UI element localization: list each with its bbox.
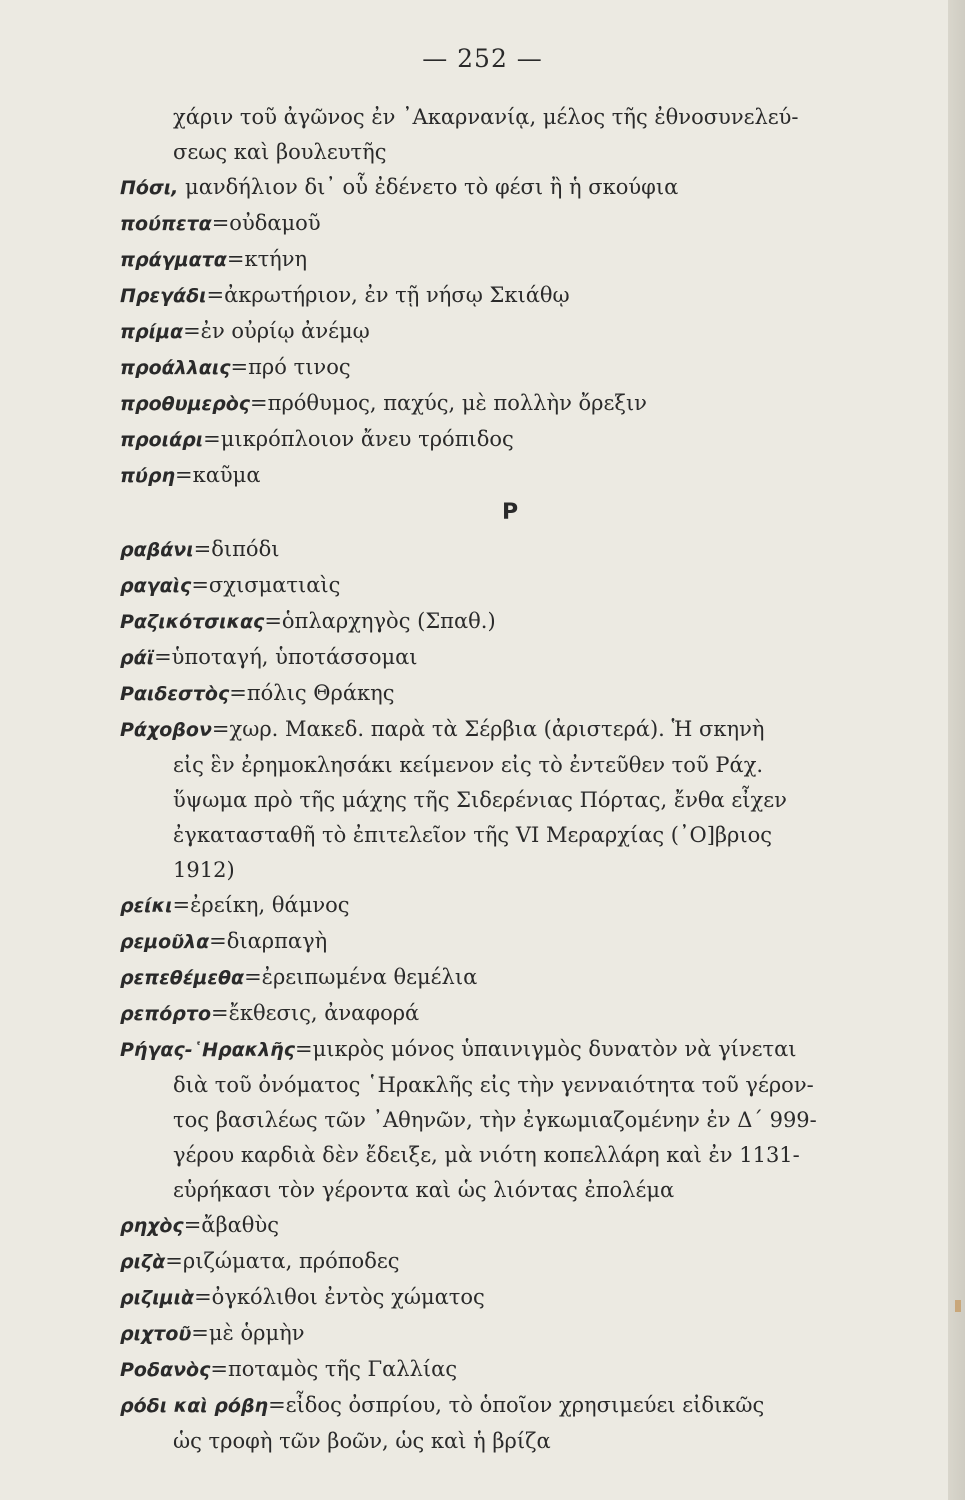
continuation-line: εὑρήκασι τὸν γέροντα καὶ ὡς λιόντας ἐπολέμα xyxy=(173,1178,675,1202)
entry-definition: =χωρ. Μακεδ. παρὰ τὰ Σέρβια (ἀριστερά). Ἡ σκηνὴ xyxy=(211,717,765,741)
continuation-line: ἐγκατασταθῆ τὸ ἐπιτελεῖον τῆς VI Μεραρχίας (᾿Ο]βριος xyxy=(173,823,773,847)
entry-definition: =πόλις Θράκης xyxy=(229,681,395,705)
entry-riza xyxy=(120,1244,880,1280)
continuation-line: γέρου καρδιὰ δὲν ἔδειξε, μὰ νιότη κοπελλάρη καὶ ἐν 1131- xyxy=(173,1143,800,1167)
entry-definition: =μικρόπλοιον ἄνευ τρόπιδος xyxy=(203,427,514,451)
entry-definition: =μὲ ὁρμὴν xyxy=(191,1321,305,1345)
entry-headword: Ρήγας-῾Ηρακλῆς xyxy=(120,1039,295,1061)
entry-definition: =οὐδαμοῦ xyxy=(211,211,321,235)
entry-headword: Ράχοβον xyxy=(120,719,212,741)
entry-definition: =ὀγκόλιθοι ἐντὸς χώματος xyxy=(194,1285,485,1309)
entry-headword: ρεπόρτο xyxy=(120,1003,212,1025)
section-letter: Ρ xyxy=(501,500,519,525)
entry-headword: Ραζικότσικας xyxy=(120,611,265,633)
entry-definition: =καῦμα xyxy=(175,463,261,487)
entry-definition: =μικρὸς μόνος ὑπαινιγμὸς δυνατὸν νὰ γίνεται xyxy=(294,1037,797,1061)
entry-headword: ρόδι καὶ ρόβη xyxy=(120,1395,269,1417)
entry-headword: πύρη xyxy=(120,465,175,487)
entry-headword: ριχτοῦ xyxy=(120,1323,192,1345)
entry-headword: Ροδανὸς xyxy=(120,1359,211,1381)
entry-headword: ριζιμιὰ xyxy=(120,1287,195,1309)
entry-definition: =ὑποταγή, ὑποτάσσομαι xyxy=(154,645,418,669)
entry-definition: =ἐρειπωμένα θεμέλια xyxy=(244,965,478,989)
continuation-line: 1912) xyxy=(173,858,235,882)
entry-prima xyxy=(120,314,880,350)
entry-richtou xyxy=(120,1316,880,1352)
entry-razikotsikas xyxy=(120,604,880,640)
entry-headword: προιάρι xyxy=(120,429,204,451)
entry-remoula xyxy=(120,924,880,960)
entry-richos xyxy=(120,1208,880,1244)
entry-definition: =ἔκθεσις, ἀναφορά xyxy=(211,1001,420,1025)
entry-definition: =εἶδος ὀσπρίου, τὸ ὁποῖον χρησιμεύει εἰδικῶς xyxy=(268,1393,765,1417)
edge-mark xyxy=(955,1300,961,1312)
page-gutter xyxy=(948,0,965,1500)
entry-headword: Πρεγάδι xyxy=(120,285,207,307)
continuation-line: ὡς τροφὴ τῶν βοῶν, ὡς καὶ ἡ βρίζα xyxy=(173,1429,551,1453)
entry-headword: Ραιδεστὸς xyxy=(120,683,230,705)
entry-headword: ρηχὸς xyxy=(120,1215,184,1237)
entry-headword: πράγματα xyxy=(120,249,227,271)
entry-definition: =σχισματιαὶς xyxy=(191,573,341,597)
entry-definition: =ἐρείκη, θάμνος xyxy=(172,893,350,917)
entry-headword: πούπετα xyxy=(120,213,212,235)
continuation-line: διὰ τοῦ ὀνόματος ῾Ηρακλῆς εἰς τὴν γενναιότητα τοῦ γέρον- xyxy=(173,1073,814,1097)
entry-headword: ρεπεθέμεθα xyxy=(120,967,245,989)
entry-proiari xyxy=(120,422,880,458)
entry-definition: =ἄβαθὺς xyxy=(183,1213,279,1237)
entry-headword: Πόσι, xyxy=(120,177,179,199)
entry-definition: =ποταμὸς τῆς Γαλλίας xyxy=(210,1357,458,1381)
entry-headword: ριζὰ xyxy=(120,1251,166,1273)
entry-posi xyxy=(120,170,880,206)
entry-pragmata xyxy=(120,242,880,278)
entry-headword: προάλλαις xyxy=(120,357,231,379)
entry-headword: ρείκι xyxy=(120,895,173,917)
entry-definition: =ριζώματα, πρόποδες xyxy=(165,1249,400,1273)
entry-headword: πρίμα xyxy=(120,321,184,343)
entry-headword: ραγαὶς xyxy=(120,575,192,597)
continuation-line: σεως καὶ βουλευτῆς xyxy=(173,140,387,164)
continuation-line: χάριν τοῦ ἀγῶνος ἐν ᾿Ακαρνανίᾳ, μέλος τῆς ἐθνοσυνελεύ- xyxy=(173,105,799,129)
entry-definition: =ὁπλαρχηγὸς (Σπαθ.) xyxy=(264,609,496,633)
entry-poupeta xyxy=(120,206,880,242)
entry-proallais xyxy=(120,350,880,386)
entry-rigas-iraklis xyxy=(120,1032,880,1068)
entry-rachovon xyxy=(120,712,880,748)
entry-headword: ραβάνι xyxy=(120,539,194,561)
entry-definition: =πρόθυμος, παχύς, μὲ πολλὴν ὄρεξιν xyxy=(250,391,647,415)
entry-rodi-kai-rovi xyxy=(120,1388,880,1424)
continuation-line: τος βασιλέως τῶν ᾿Αθηνῶν, τὴν ἐγκωμιαζομένην ἐν Δ΄ 999- xyxy=(173,1108,817,1132)
glossary-entries xyxy=(120,100,880,1459)
entry-reiki xyxy=(120,888,880,924)
entry-headword: προθυμερὸς xyxy=(120,393,251,415)
entry-prothymeros xyxy=(120,386,880,422)
entry-definition: =διαρπαγὴ xyxy=(209,929,328,953)
entry-definition: =ἐν οὐρίῳ ἀνέμῳ xyxy=(183,319,370,343)
entry-definition: =ἀκρωτήριον, ἐν τῇ νήσῳ Σκιάθῳ xyxy=(206,283,570,307)
continuation-line: ὕψωμα πρὸ τῆς μάχης τῆς Σιδερένιας Πόρτας, ἔνθα εἶχεν xyxy=(173,788,787,812)
entry-reporto xyxy=(120,996,880,1032)
entry-ravani xyxy=(120,532,880,568)
entry-definition: =κτήνη xyxy=(226,247,308,271)
entry-headword: ρεμοῦλα xyxy=(120,931,210,953)
entry-definition: =διπόδι xyxy=(193,537,280,561)
entry-ragais xyxy=(120,568,880,604)
continuation-line: εἰς ἓν ἐρημοκλησάκι κείμενον εἰς τὸ ἐντεῦθεν τοῦ Ράχ. xyxy=(173,753,764,777)
entry-rizimia xyxy=(120,1280,880,1316)
entry-repethemetha xyxy=(120,960,880,996)
entry-rai xyxy=(120,640,880,676)
entry-definition: μανδήλιον δι᾿ οὗ ἐδένετο τὸ φέσι ἢ ἡ σκούφια xyxy=(178,175,679,199)
page-number: — 252 — xyxy=(422,44,543,73)
entry-pyri xyxy=(120,458,880,494)
entry-definition: =πρό τινος xyxy=(230,355,351,379)
entry-raidestos xyxy=(120,676,880,712)
entry-pregadi xyxy=(120,278,880,314)
entry-headword: ράϊ xyxy=(120,647,155,669)
entry-rodanos xyxy=(120,1352,880,1388)
